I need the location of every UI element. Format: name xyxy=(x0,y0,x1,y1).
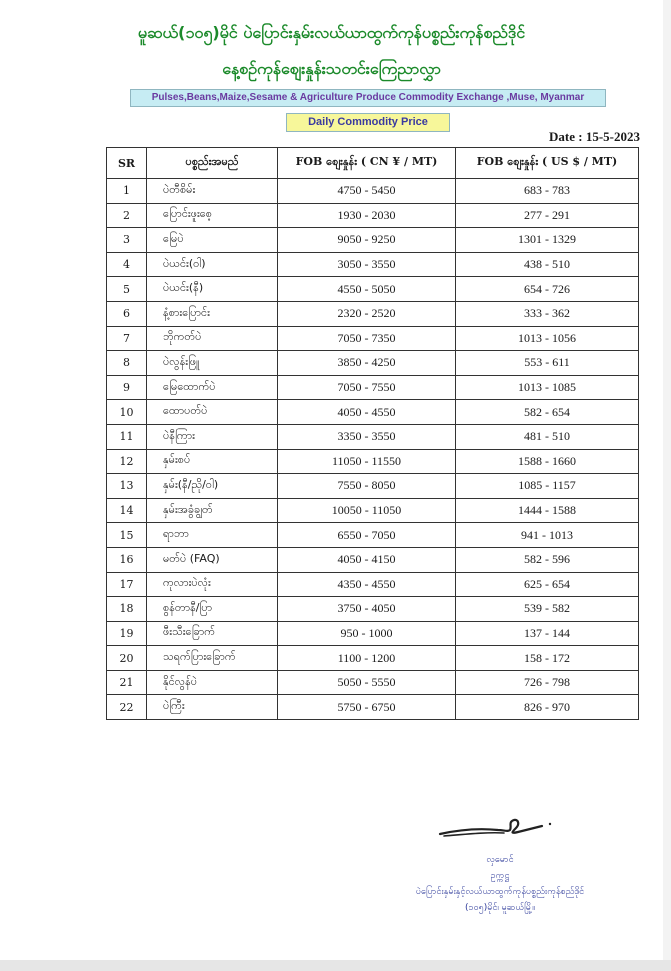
row-item-name: နှမ်း(နီ/ညို/ဝါ) xyxy=(147,474,278,499)
table-row xyxy=(107,179,639,204)
row-price-cny: 3350 - 3550 xyxy=(278,424,456,449)
table-row xyxy=(107,252,639,277)
row-price-cny: 7550 - 8050 xyxy=(278,474,456,499)
row-price-cny: 6550 - 7050 xyxy=(278,523,456,548)
row-item-name: ပဲယင်း(နီ) xyxy=(147,277,278,302)
row-price-usd: 553 - 611 xyxy=(456,351,639,376)
row-price-cny: 3750 - 4050 xyxy=(278,597,456,622)
row-sr: 15 xyxy=(107,523,147,548)
row-sr: 19 xyxy=(107,621,147,646)
row-sr: 5 xyxy=(107,277,147,302)
row-item-name: နှမ်းအခွံချွတ် xyxy=(147,498,278,523)
table-body xyxy=(107,179,639,720)
row-sr: 11 xyxy=(107,424,147,449)
row-sr: 10 xyxy=(107,400,147,425)
row-price-usd: 625 - 654 xyxy=(456,572,639,597)
row-price-cny: 11050 - 11550 xyxy=(278,449,456,474)
table-row xyxy=(107,572,639,597)
table-row xyxy=(107,695,639,720)
row-price-cny: 7050 - 7350 xyxy=(278,326,456,351)
row-price-usd: 333 - 362 xyxy=(456,301,639,326)
row-sr: 17 xyxy=(107,572,147,597)
row-price-usd: 1085 - 1157 xyxy=(456,474,639,499)
row-item-name: ထောပတ်ပဲ xyxy=(147,400,278,425)
row-item-name: ပဲနီကြား xyxy=(147,424,278,449)
title-line-2: နေ့စဉ်ကုန်စျေးနှုန်းသတင်းကြေညာလွှာ xyxy=(222,59,441,78)
signatory-org-line-2: (၁၀၅)မိုင်၊ မူဆယ်မြို့။ xyxy=(465,903,535,913)
report-date: Date : 15-5-2023 xyxy=(549,129,640,144)
table-row xyxy=(107,326,639,351)
row-item-name: စွန်တာနီ/ပြာ xyxy=(147,597,278,622)
table-row xyxy=(107,277,639,302)
row-price-usd: 438 - 510 xyxy=(456,252,639,277)
row-price-cny: 1930 - 2030 xyxy=(278,203,456,228)
row-price-cny: 9050 - 9250 xyxy=(278,228,456,253)
row-price-usd: 726 - 798 xyxy=(456,670,639,695)
table-row xyxy=(107,646,639,671)
row-sr: 8 xyxy=(107,351,147,376)
table-row xyxy=(107,621,639,646)
row-price-usd: 137 - 144 xyxy=(456,621,639,646)
row-item-name: ပြောင်းဖူးစေ့ xyxy=(147,203,278,228)
row-item-name: ကုလားပဲလုံး xyxy=(147,572,278,597)
row-price-usd: 539 - 582 xyxy=(456,597,639,622)
row-sr: 22 xyxy=(107,695,147,720)
row-sr: 20 xyxy=(107,646,147,671)
table-header-row xyxy=(107,148,639,179)
table-row xyxy=(107,424,639,449)
signatory-org-line-1: ပဲပြောင်းနှမ်းနှင့်လယ်ယာထွက်ကုန်ပစ္စည်းကုန်စည်ဒိုင် xyxy=(415,887,585,897)
signature-block xyxy=(370,852,630,916)
table-row xyxy=(107,597,639,622)
row-item-name: သရက်ပြားခြောက် xyxy=(147,646,278,671)
row-item-name: ပဲတီစိမ်း xyxy=(147,179,278,204)
row-item-name: ပဲလွန်းဖြူ xyxy=(147,351,278,376)
row-sr: 9 xyxy=(107,375,147,400)
price-table xyxy=(106,147,639,720)
table-row xyxy=(107,523,639,548)
table-row xyxy=(107,670,639,695)
header-item-name: ပစ္စည်းအမည် xyxy=(147,148,278,179)
row-price-cny: 4550 - 5050 xyxy=(278,277,456,302)
row-price-cny: 2320 - 2520 xyxy=(278,301,456,326)
row-price-cny: 4350 - 4550 xyxy=(278,572,456,597)
row-price-cny: 3850 - 4250 xyxy=(278,351,456,376)
row-sr: 14 xyxy=(107,498,147,523)
table-row xyxy=(107,474,639,499)
row-sr: 16 xyxy=(107,547,147,572)
english-title-banner: Pulses,Beans,Maize,Sesame & Agriculture Produce Commodity Exchange ,Muse, Myanmar xyxy=(130,89,606,107)
row-sr: 13 xyxy=(107,474,147,499)
row-price-usd: 654 - 726 xyxy=(456,277,639,302)
daily-commodity-price-label: Daily Commodity Price xyxy=(286,113,450,132)
table-row xyxy=(107,351,639,376)
row-price-usd: 1013 - 1056 xyxy=(456,326,639,351)
title-line-1: မူဆယ်(၁၀၅)မိုင် ပဲပြောင်းနှမ်းလယ်ယာထွက်ကုန်ပစ္စည်းကုန်စည်ဒိုင် xyxy=(137,23,526,42)
row-price-usd: 683 - 783 xyxy=(456,179,639,204)
row-price-cny: 5050 - 5550 xyxy=(278,670,456,695)
row-item-name: နှမ်းစပ် xyxy=(147,449,278,474)
row-sr: 12 xyxy=(107,449,147,474)
row-price-cny: 4050 - 4150 xyxy=(278,547,456,572)
row-sr: 2 xyxy=(107,203,147,228)
signatory-name: လှမောင် xyxy=(486,855,514,865)
row-item-name: ဖီးသီးခြောက် xyxy=(147,621,278,646)
row-price-usd: 1013 - 1085 xyxy=(456,375,639,400)
row-sr: 1 xyxy=(107,179,147,204)
header-sr: SR xyxy=(107,148,147,179)
row-item-name: မတ်ပဲ (FAQ) xyxy=(147,547,278,572)
row-price-cny: 3050 - 3550 xyxy=(278,252,456,277)
signatory-role: ဥက္ကဋ္ဌ xyxy=(490,871,510,881)
row-price-cny: 4050 - 4550 xyxy=(278,400,456,425)
table-row xyxy=(107,400,639,425)
row-price-usd: 481 - 510 xyxy=(456,424,639,449)
row-price-usd: 1588 - 1660 xyxy=(456,449,639,474)
row-item-name: ဘိုကတ်ပဲ xyxy=(147,326,278,351)
row-item-name: မြေပဲ xyxy=(147,228,278,253)
row-price-usd: 826 - 970 xyxy=(456,695,639,720)
row-sr: 21 xyxy=(107,670,147,695)
bottom-edge xyxy=(0,960,671,971)
row-price-usd: 582 - 654 xyxy=(456,400,639,425)
table-row xyxy=(107,203,639,228)
row-price-usd: 1444 - 1588 xyxy=(456,498,639,523)
row-item-name: မြေထောက်ပဲ xyxy=(147,375,278,400)
row-sr: 18 xyxy=(107,597,147,622)
row-price-usd: 158 - 172 xyxy=(456,646,639,671)
row-sr: 3 xyxy=(107,228,147,253)
row-sr: 7 xyxy=(107,326,147,351)
header-price-cny: FOB စျေးနှုန်း ( CN ¥ / MT) xyxy=(278,148,456,179)
header-price-usd: FOB စျေးနှုန်း ( US $ / MT) xyxy=(456,148,639,179)
table-row xyxy=(107,547,639,572)
row-price-cny: 4750 - 5450 xyxy=(278,179,456,204)
table-row xyxy=(107,228,639,253)
row-price-cny: 10050 - 11050 xyxy=(278,498,456,523)
row-price-cny: 5750 - 6750 xyxy=(278,695,456,720)
row-price-cny: 7050 - 7550 xyxy=(278,375,456,400)
row-sr: 4 xyxy=(107,252,147,277)
row-item-name: ပဲကြီး xyxy=(147,695,278,720)
row-price-usd: 582 - 596 xyxy=(456,547,639,572)
row-item-name: ပဲယင်း(ဝါ) xyxy=(147,252,278,277)
row-price-usd: 277 - 291 xyxy=(456,203,639,228)
row-item-name: ရာဘာ xyxy=(147,523,278,548)
table-row xyxy=(107,498,639,523)
table-row xyxy=(107,301,639,326)
signature-mark xyxy=(438,810,558,840)
table-row xyxy=(107,375,639,400)
row-price-cny: 1100 - 1200 xyxy=(278,646,456,671)
row-price-usd: 1301 - 1329 xyxy=(456,228,639,253)
row-price-cny: 950 - 1000 xyxy=(278,621,456,646)
row-item-name: နိုင်လွန်ပဲ xyxy=(147,670,278,695)
row-item-name: နံ့စားပြောင်း xyxy=(147,301,278,326)
row-sr: 6 xyxy=(107,301,147,326)
table-row xyxy=(107,449,639,474)
row-price-usd: 941 - 1013 xyxy=(456,523,639,548)
